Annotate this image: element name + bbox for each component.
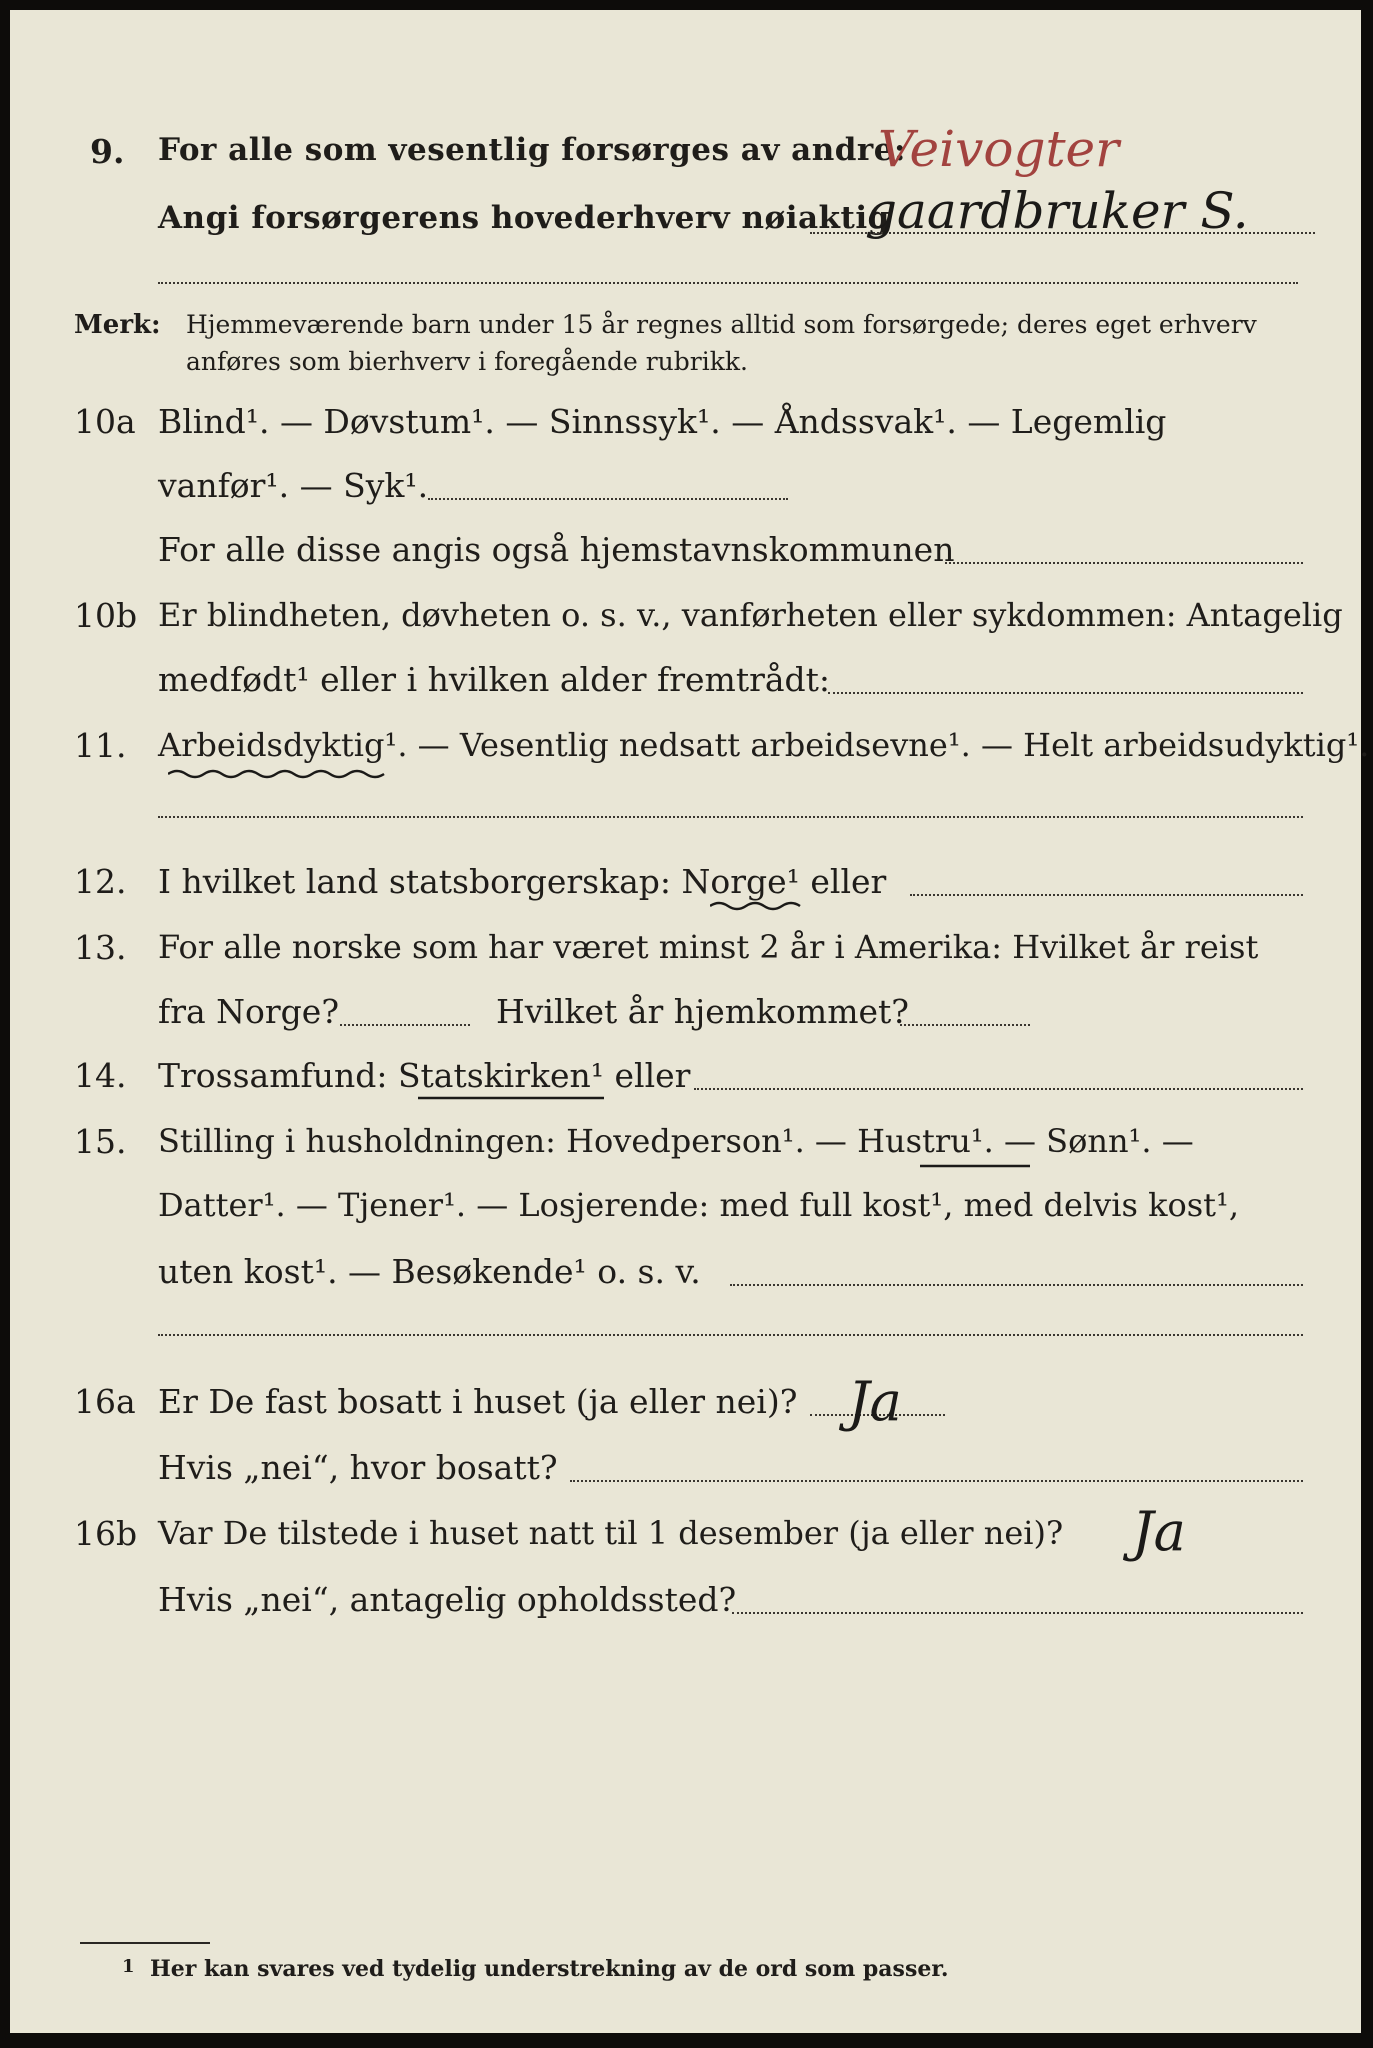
q14-statskirken-underline — [418, 1092, 604, 1104]
q14-line1: Trossamfund: Statskirken¹ eller — [158, 1056, 691, 1095]
q16a-answer-handwritten: Ja — [848, 1370, 902, 1433]
footnote-mark: 1 — [122, 1956, 135, 1977]
footnote-text: Her kan svares ved tydelig understrekning av de ord som passer. — [150, 1956, 949, 1982]
q13-line1: For alle norske som har været minst 2 år i Amerika: Hvilket år reist — [158, 928, 1259, 966]
q10b-number: 10b — [74, 596, 138, 635]
q14-eller-line — [694, 1088, 1303, 1090]
q9-answer2-handwritten: gaardbruker S. — [865, 182, 1249, 240]
q10a-hjemstavn-line — [945, 562, 1303, 564]
q12-line1: I hvilket land statsborgerskap: Norge¹ eller — [158, 862, 887, 901]
q11-number: 11. — [74, 726, 127, 765]
q9-line2: Angi forsørgerens hovederhverv nøiaktig — [158, 200, 890, 236]
q15-line2: Datter¹. — Tjener¹. — Losjerende: med full kost¹, med delvis kost¹, — [158, 1186, 1240, 1224]
merk-label: Merk: — [74, 310, 161, 340]
q10a-line2: vanfør¹. — Syk¹. — [158, 466, 429, 505]
q9-answer-handwritten: Veivogter — [878, 120, 1120, 178]
q16a-line1: Er De fast bosatt i huset (ja eller nei)? — [158, 1382, 798, 1421]
q11-line1: Arbeidsdyktig¹. — Vesentlig nedsatt arbeidsevne¹. — Helt arbeidsudyktig¹. — [158, 726, 1370, 764]
q16b-answer-handwritten: Ja — [1132, 1500, 1186, 1563]
q16a-bosatt-line — [570, 1480, 1303, 1482]
q11-extra-line — [158, 816, 1303, 818]
q15-extra-line — [158, 1334, 1303, 1336]
q13-line2a: fra Norge? — [158, 992, 340, 1031]
merk-line1: Hjemmeværende barn under 15 år regnes alltid som forsørgede; deres eget erhverv — [186, 310, 1257, 339]
q15-hustru-underline — [920, 1160, 1030, 1172]
q10a-line1: Blind¹. — Døvstum¹. — Sinnssyk¹. — Åndssvak¹. — Legemlig — [158, 402, 1167, 441]
q15-line1: Stilling i husholdningen: Hovedperson¹. — Hustru¹. — Sønn¹. — — [158, 1122, 1194, 1160]
q16a-line2: Hvis „nei“, hvor bosatt? — [158, 1448, 558, 1487]
q16b-line2: Hvis „nei“, antagelig opholdssted? — [158, 1580, 737, 1619]
q12-number: 12. — [74, 862, 127, 901]
q10a-syk-line — [428, 498, 788, 500]
q13-line2b: Hvilket år hjemkommet? — [496, 992, 909, 1031]
q14-number: 14. — [74, 1056, 127, 1095]
q9-number: 9. — [90, 132, 125, 171]
q10b-alder-line — [828, 692, 1303, 694]
q13-reist-line — [340, 1024, 470, 1026]
q10b-line2: medfødt¹ eller i hvilken alder fremtrådt: — [158, 660, 831, 699]
q9-extra-line — [158, 282, 1298, 284]
q10a-line3: For alle disse angis også hjemstavnskommunen — [158, 530, 955, 569]
q13-hjemkommet-line — [900, 1024, 1030, 1026]
q15-number: 15. — [74, 1122, 127, 1161]
footnote-rule — [80, 1942, 210, 1944]
q16b-number: 16b — [74, 1514, 138, 1553]
q12-norge-underline — [710, 900, 802, 912]
q16b-opholdssted-line — [732, 1612, 1303, 1614]
q9-line1: For alle som vesentlig forsørges av andre: — [158, 132, 906, 168]
q15-line3: uten kost¹. — Besøkende¹ o. s. v. — [158, 1252, 701, 1291]
q10a-number: 10a — [74, 402, 136, 441]
q15-osv-line — [730, 1284, 1303, 1286]
q16a-number: 16a — [74, 1382, 136, 1421]
q13-number: 13. — [74, 928, 127, 967]
q16b-line1: Var De tilstede i huset natt til 1 desember (ja eller nei)? — [158, 1514, 1064, 1552]
merk-line2: anføres som bierhverv i foregående rubrikk. — [186, 347, 748, 376]
q10b-line1: Er blindheten, døvheten o. s. v., vanførheten eller sykdommen: Antagelig — [158, 596, 1343, 634]
census-form-page — [10, 10, 1370, 2033]
q12-eller-line — [910, 894, 1303, 896]
q11-arbeidsdyktig-underline — [168, 768, 390, 780]
